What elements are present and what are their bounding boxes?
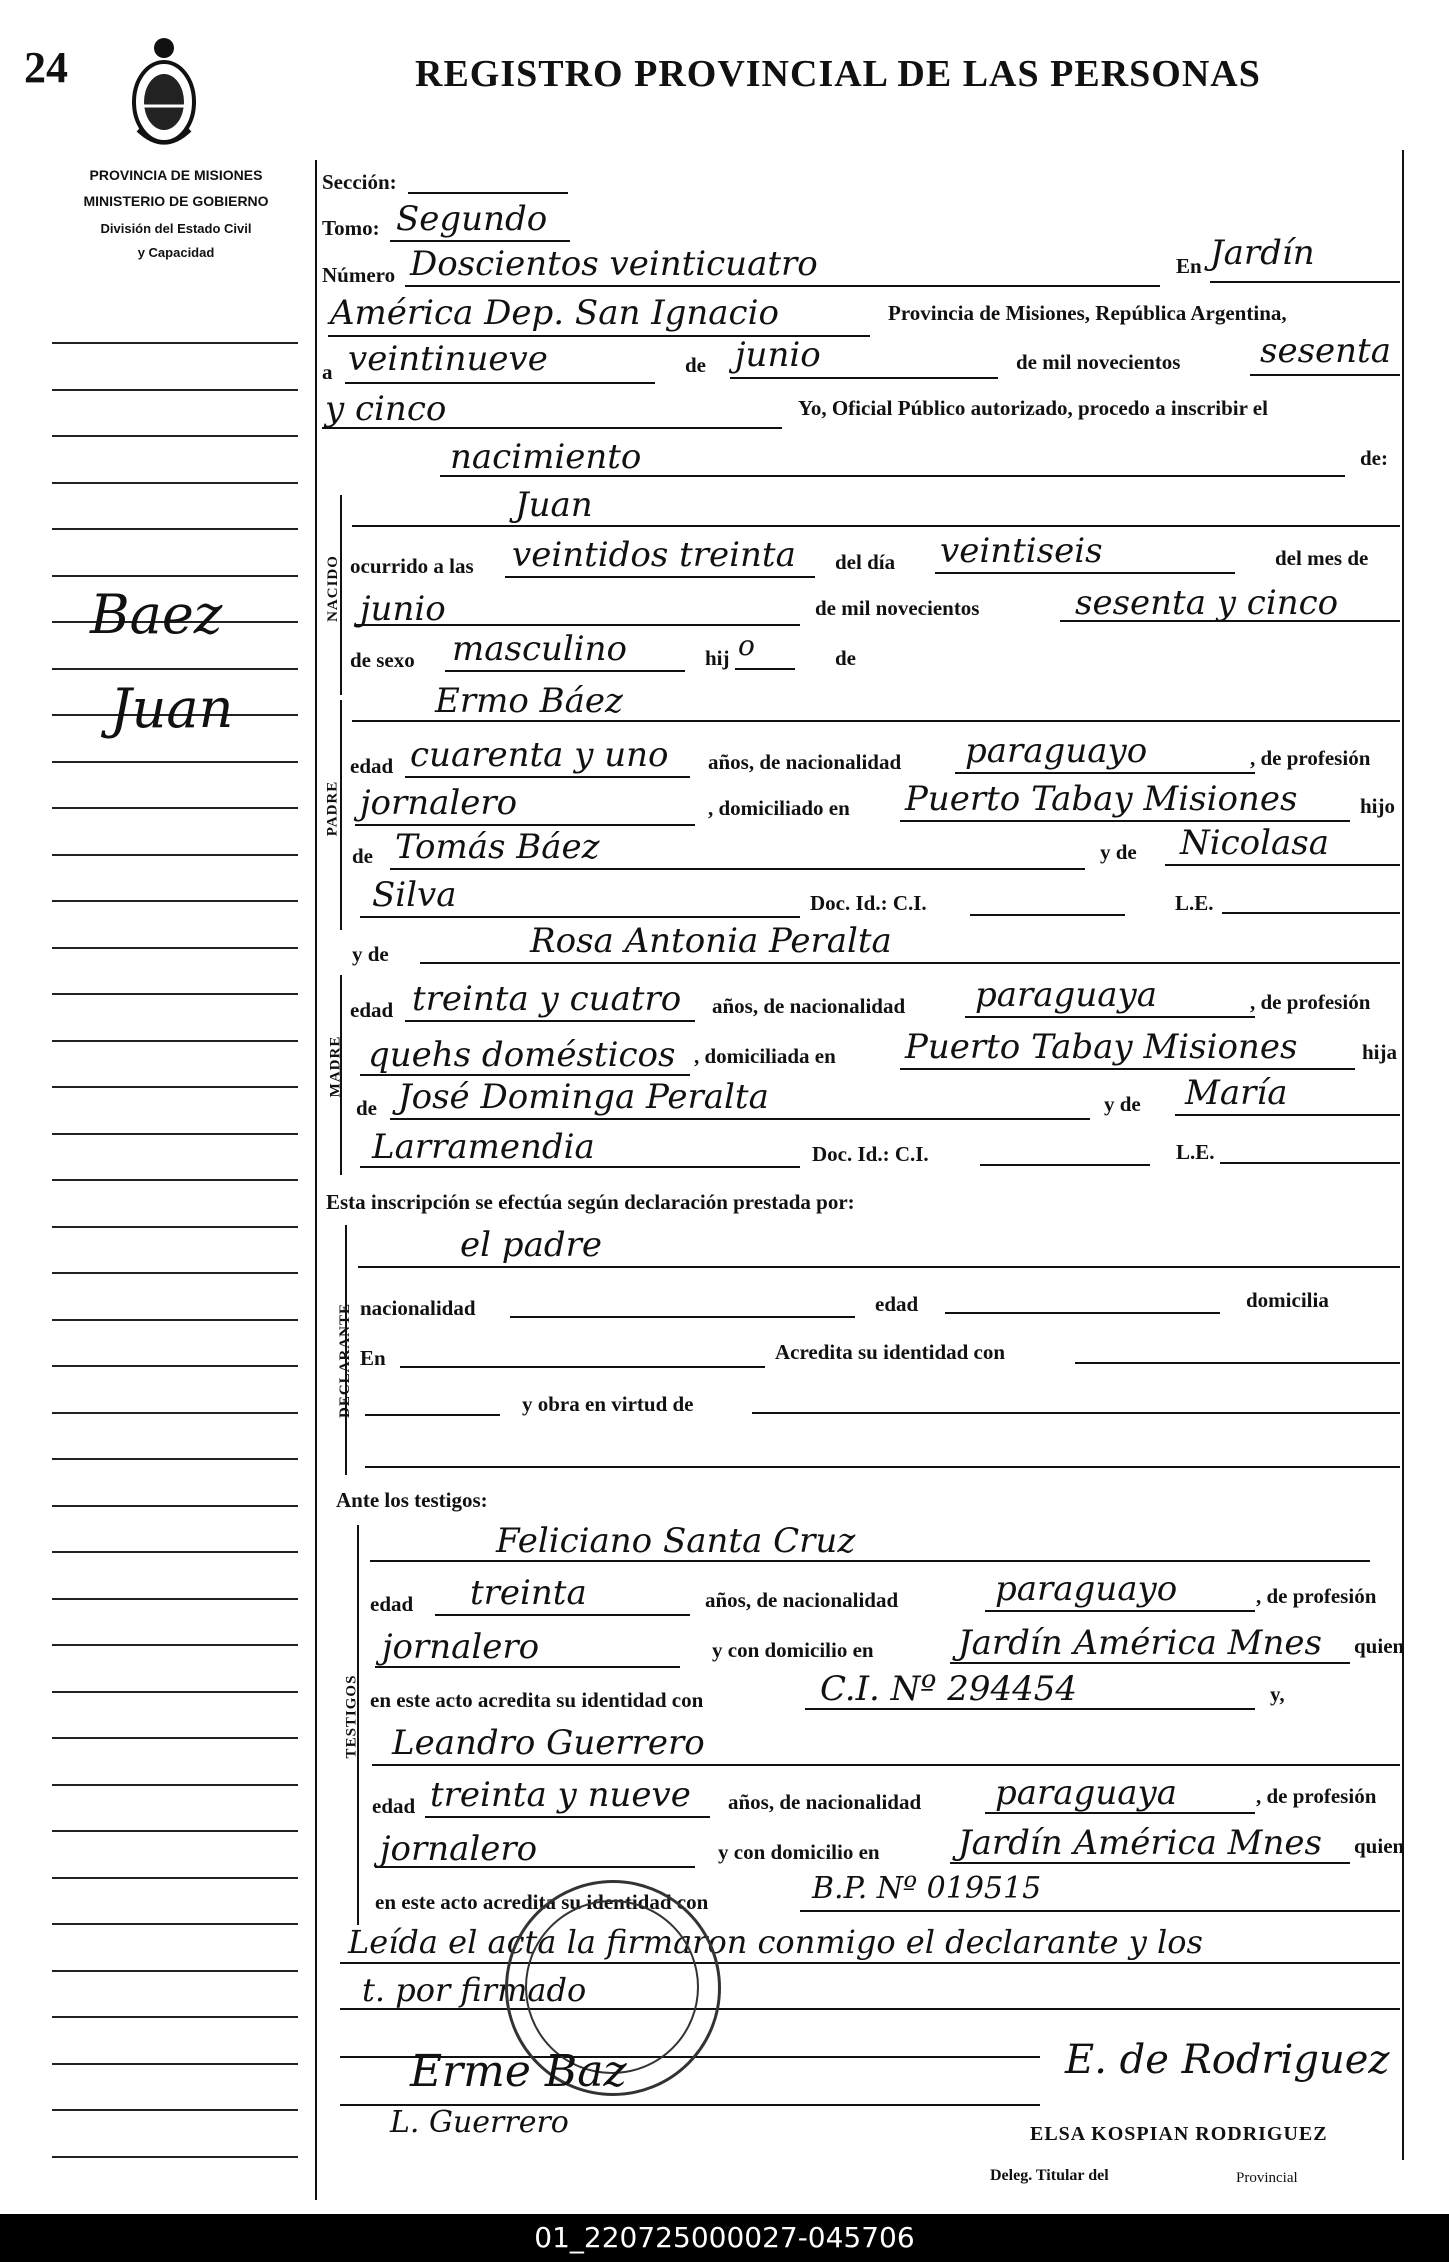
label-en: En [1176,254,1202,278]
margin-surname: Baez [90,583,223,646]
margin-rule-line [52,1133,298,1135]
margin-rule-line [52,528,298,530]
label-acredita-t1: en este acto acredita su identidad con [370,1688,704,1712]
value-anio-a: sesenta [1260,331,1391,371]
label-profesion-padre: , de profesión [1250,746,1371,770]
label-profesion-t2: , de profesión [1256,1784,1377,1808]
value-madre-padre: José Dominga Peralta [398,1077,769,1117]
main-right-border [1402,150,1404,2160]
side-label-declarante: DECLARANTE [337,1302,354,1419]
margin-rule-line [52,1226,298,1228]
value-t1-nombre: Feliciano Santa Cruz [496,1521,856,1561]
value-padre-madre: Nicolasa [1180,823,1329,863]
value-madre-dom: Puerto Tabay Misiones [905,1027,1298,1067]
margin-rule-line [52,575,298,577]
side-label-nacido: NACIDO [324,555,341,622]
label-domiciliado: , domiciliado en [708,796,850,820]
margin-rule-line [52,2156,298,2158]
official-title-stamp-end: Provincial [1236,2170,1298,2186]
value-t1-dom: Jardín América Mnes [958,1623,1322,1663]
label-anos-nac-t1: años, de nacionalidad [705,1588,899,1612]
document-id-footer: 01_220725000027-045706 [0,2214,1449,2262]
value-numero: Doscientos veinticuatro [410,244,818,284]
label-en-decl: En [360,1346,386,1370]
margin-rule-line [52,1505,298,1507]
margin-rule-line [52,854,298,856]
label-le-madre: L.E. [1176,1140,1215,1164]
label-doc-madre: Doc. Id.: C.I. [812,1142,929,1166]
value-padre-nombre: Ermo Báez [435,681,623,721]
value-t2-nombre: Leandro Guerrero [392,1723,705,1763]
label-mil-novecientos-2: de mil novecientos [815,596,980,620]
label-hijo: hijo [1360,794,1396,818]
margin-rule-line [52,1970,298,1972]
value-padre-dom: Puerto Tabay Misiones [905,779,1298,819]
label-ante-testigos: Ante los testigos: [336,1488,488,1512]
margin-rule-line [52,1086,298,1088]
official-title-stamp: Deleg. Titular del [990,2167,1109,2184]
label-de-padre: de [352,844,373,868]
province-line-4: y Capacidad [137,245,215,260]
value-dia-nac: veintiseis [940,531,1103,571]
value-padre-nac: paraguayo [965,731,1148,771]
margin-rule-line [52,1040,298,1042]
label-doc-padre: Doc. Id.: C.I. [810,891,927,915]
page-number: 24 [24,43,68,92]
label-domicilio-t1: y con domicilio en [712,1638,874,1662]
value-madre-prof: quehs domésticos [368,1035,676,1075]
label-edad-madre: edad [350,998,394,1022]
margin-given-name: Juan [110,677,234,740]
value-mes: junio [735,335,821,375]
label-yo-oficial: Yo, Oficial Público autorizado, procedo a inscribir el [798,396,1268,420]
value-padre-prof: jornalero [360,783,518,823]
value-t2-dom: Jardín América Mnes [958,1823,1322,1863]
label-de-2: de [835,646,856,670]
margin-rule-line [52,1365,298,1367]
value-t2-edad: treinta y nueve [430,1775,691,1815]
label-de-madre: de [356,1096,377,1120]
label-y-de-madre-2: y de [1104,1092,1141,1116]
margin-rule-line [52,2016,298,2018]
label-edad-t2: edad [372,1794,416,1818]
label-domicilio-t2: y con domicilio en [718,1840,880,1864]
margin-rule-line [52,1179,298,1181]
value-madre-madre-ap: Larramendia [372,1127,595,1167]
value-nombre: Juan [515,485,593,525]
margin-rule-line [52,1319,298,1321]
side-label-testigos: TESTIGOS [343,1674,360,1759]
label-y-de-madre: y de [352,942,389,966]
value-madre-nac: paraguaya [975,975,1157,1015]
value-sexo: masculino [452,629,628,669]
province-line-2: MINISTERIO DE GOBIERNO [83,193,269,209]
label-provincia: Provincia de Misiones, República Argentina, [888,301,1287,325]
value-t1-doc: C.I. Nº 294454 [820,1669,1077,1709]
value-t2-prof: jornalero [380,1829,538,1869]
value-madre-edad: treinta y cuatro [412,979,682,1019]
document-title: REGISTRO PROVINCIAL DE LAS PERSONAS [415,53,1261,95]
label-obra-virtud: y obra en virtud de [522,1392,694,1416]
label-profesion-t1: , de profesión [1256,1584,1377,1608]
label-quien-t1: quien [1354,1634,1405,1658]
label-y-de-padre: y de [1100,840,1137,864]
margin-rule-line [52,435,298,437]
margin-rule-line [52,1830,298,1832]
label-domiciliada: , domiciliada en [694,1044,836,1068]
side-label-madre: MADRE [327,1035,344,1098]
value-t2-nac: paraguaya [995,1773,1177,1813]
side-label-padre: PADRE [324,780,341,837]
margin-rule-line [52,993,298,995]
main-left-border [315,160,317,2200]
margin-rule-line [52,1737,298,1739]
margin-rule-line [52,1644,298,1646]
margin-rule-line [52,1691,298,1693]
value-t1-edad: treinta [470,1573,587,1613]
value-t2-doc: B.P. Nº 019515 [812,1871,1042,1906]
province-line-1: PROVINCIA DE MISIONES [89,167,263,183]
value-t1-prof: jornalero [382,1627,540,1667]
label-esta-inscripcion: Esta inscripción se efectúa según declaración prestada por: [326,1190,855,1214]
label-sexo: de sexo [350,648,415,672]
label-numero: Número [322,263,396,287]
margin-rule-line [52,807,298,809]
label-profesion-madre: , de profesión [1250,990,1371,1014]
label-mil-novecientos: de mil novecientos [1016,350,1181,374]
margin-rule-line [52,1784,298,1786]
value-t1-nac: paraguayo [995,1569,1178,1609]
label-edad-padre: edad [350,754,394,778]
value-madre-madre: María [1185,1073,1288,1113]
label-a: a [322,360,333,384]
label-anos-nac-t2: años, de nacionalidad [728,1790,922,1814]
margin-rule-line [52,1272,298,1274]
label-le-padre: L.E. [1175,891,1214,915]
label-seccion: Sección: [322,170,397,194]
label-quien-t2: quien [1354,1834,1405,1858]
label-nacionalidad-decl: nacionalidad [360,1296,476,1320]
margin-rule-line [52,947,298,949]
margin-rule-line [52,668,298,670]
value-en: Jardín [1210,233,1315,273]
margin-rule-line [52,1458,298,1460]
signature-testigo: L. Guerrero [390,2105,569,2140]
closing-line-1: Leída el acta la firmaron conmigo el declarante y los [348,1923,1203,1961]
province-line-3: División del Estado Civil [100,221,252,236]
label-de-colon: de: [1360,446,1388,470]
margin-rule-line [52,1598,298,1600]
label-acredita-t2: en este acto acredita su identidad con [375,1890,709,1914]
label-edad-decl: edad [875,1292,919,1316]
signature-oficial: E. de Rodriguez [1065,2037,1390,2083]
margin-rule-line [52,1551,298,1553]
margin-rule-line [52,900,298,902]
margin-rule-line [52,342,298,344]
closing-line-2: t. por firmado [362,1971,587,2009]
label-hij: hij [705,646,730,670]
value-acto: nacimiento [450,437,642,477]
label-hija: hija [1362,1040,1398,1064]
value-mes-nac: junio [360,589,446,629]
value-hora: veintidos treinta [512,535,796,575]
label-de-1: de [685,353,706,377]
label-acredita: Acredita su identidad con [775,1340,1006,1364]
label-del-dia: del día [835,550,896,574]
margin-rule-line [52,2109,298,2111]
margin-rule-line [52,1412,298,1414]
label-tomo: Tomo: [322,216,380,240]
value-padre-edad: cuarenta y uno [410,735,669,775]
value-anio-nac: sesenta y cinco [1075,583,1339,623]
margin-rule-line [52,1923,298,1925]
value-hij: o [738,629,755,662]
label-ocurrido: ocurrido a las [350,554,474,578]
value-lugar: América Dep. San Ignacio [330,293,779,333]
margin-rule-line [52,389,298,391]
label-anos-nac-madre: años, de nacionalidad [712,994,906,1018]
margin-rule-line [52,761,298,763]
label-y-comma: y, [1270,1682,1285,1706]
national-coat-of-arms-icon [128,30,200,150]
value-padre-padre: Tomás Báez [395,827,600,867]
label-domicilia: domicilia [1246,1288,1329,1312]
margin-rule-line [52,2063,298,2065]
value-padre-madre-ap: Silva [372,875,457,915]
label-del-mes: del mes de [1275,546,1369,570]
value-anio-b: y cinco [325,389,447,429]
official-name-stamp: ELSA KOSPIAN RODRIGUEZ [1030,2123,1328,2145]
label-edad-t1: edad [370,1592,414,1616]
margin-rule-line [52,1877,298,1879]
value-declarante: el padre [460,1225,602,1265]
signature-declarante: Erme Baz [410,2046,627,2097]
value-madre-nombre: Rosa Antonia Peralta [530,921,892,961]
label-anos-nac-padre: años, de nacionalidad [708,750,902,774]
margin-rule-line [52,482,298,484]
value-dia: veintinueve [348,339,548,379]
value-tomo: Segundo [396,199,548,239]
